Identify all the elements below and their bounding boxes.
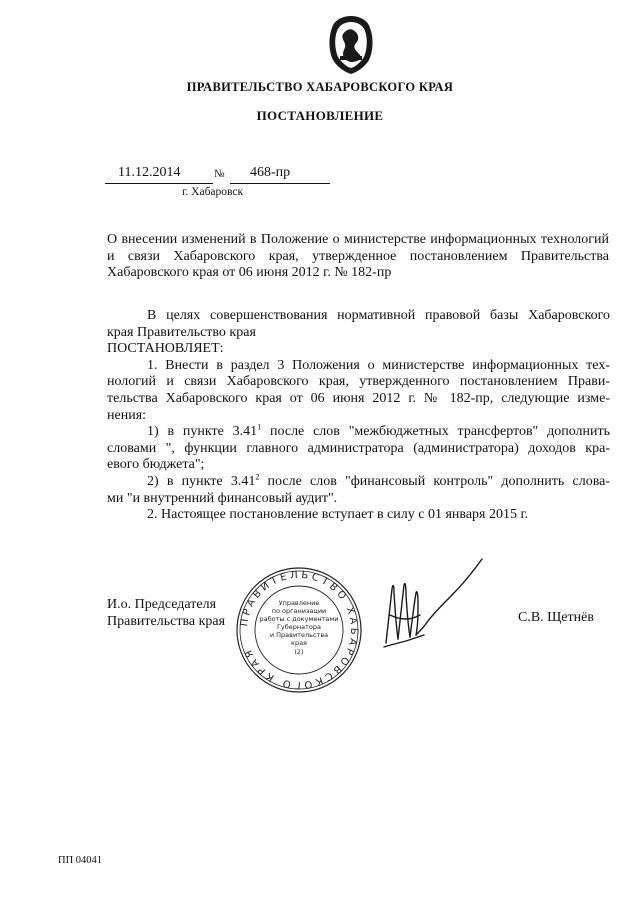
seal-inner-line-1: Управление <box>278 599 320 607</box>
subitem1-rest: после слов "межбюджетных трансфертов" дополнить <box>261 424 610 440</box>
number-underline <box>230 183 330 184</box>
item1-line-d: нения: <box>107 407 147 423</box>
seal-inner-line-6: края <box>291 639 307 647</box>
signatory-position-line-2: Правительства края <box>107 614 226 629</box>
seal-outer-text: ПРАВИТЕЛЬСТВО ХАБАРОВСКОГО КРАЯ <box>238 569 360 691</box>
document-subject: О внесении изменений в Положение о министерстве информационных технологий и связи Хабаровского края, утвержденное постановлением Правительства Хабаровского края от 06 июня 2012 г. № 182-пр <box>107 232 609 281</box>
number-sign: № <box>214 168 225 180</box>
coat-of-arms-emblem <box>326 12 376 76</box>
seal-inner-line-3: работы с документами <box>259 615 339 623</box>
document-number: 468-пр <box>250 165 291 180</box>
subitem1-prefix: 1) в пункте 3.41 <box>147 424 258 440</box>
subitem2-line-a <box>107 474 610 491</box>
official-seal-stamp <box>234 565 364 695</box>
subitem2-superscript: 2 <box>255 472 260 482</box>
intro-line-1: В целях совершенствования нормативной правовой базы Хабаровского <box>147 308 610 323</box>
subitem2-line-b: ми "и внутренний финансовый аудит". <box>107 490 338 506</box>
document-city: г. Хабаровск <box>182 186 244 198</box>
seal-inner-line-5: и Правительства <box>269 631 329 639</box>
seal-inner-line-4: Губернатора <box>276 623 322 631</box>
subitem1-line-b: словами ", функции главного администратора (администратора) доходов кра- <box>107 440 610 456</box>
subitem1-line-a <box>107 424 610 441</box>
subitem1-superscript: 1 <box>257 422 262 432</box>
resolves-line: ПОСТАНОВЛЯЕТ: <box>107 341 224 357</box>
item2-line: 2. Настоящее постановление вступает в силу с 01 января 2015 г. <box>147 507 529 523</box>
document-body <box>107 308 610 524</box>
handwritten-signature <box>376 555 488 655</box>
seal-inner-line-7: (2) <box>294 648 304 656</box>
organization-title: ПРАВИТЕЛЬСТВО ХАБАРОВСКОГО КРАЯ <box>186 80 454 94</box>
footer-document-code: ПП 04041 <box>58 855 103 866</box>
date-underline <box>105 183 213 184</box>
subitem1-line-c: евого бюджета"; <box>107 457 205 473</box>
item1-line-a: 1. Внести в раздел 3 Положения о министерстве информационных тех- <box>147 357 610 373</box>
signatory-name: С.В. Щетнёв <box>518 610 594 625</box>
seal-inner-line-2: по организации <box>271 607 327 615</box>
subitem2-prefix: 2) в пункте 3.41 <box>147 473 256 489</box>
subitem2-rest: после слов "финансовый контроль" дополнить слова- <box>259 473 610 489</box>
item1-line-c: тельства Хабаровского края от 06 июня 2012 г. № 182-пр, следующие изме- <box>107 390 610 406</box>
item1-line-b: нологий и связи Хабаровского края, утвержденного постановлением Прави- <box>107 374 610 390</box>
signatory-position-line-1: И.о. Председателя <box>107 597 217 612</box>
document-date: 11.12.2014 <box>118 165 181 180</box>
document-type-title: ПОСТАНОВЛЕНИЕ <box>256 108 384 123</box>
intro-line-2: края Правительство края <box>107 324 256 340</box>
